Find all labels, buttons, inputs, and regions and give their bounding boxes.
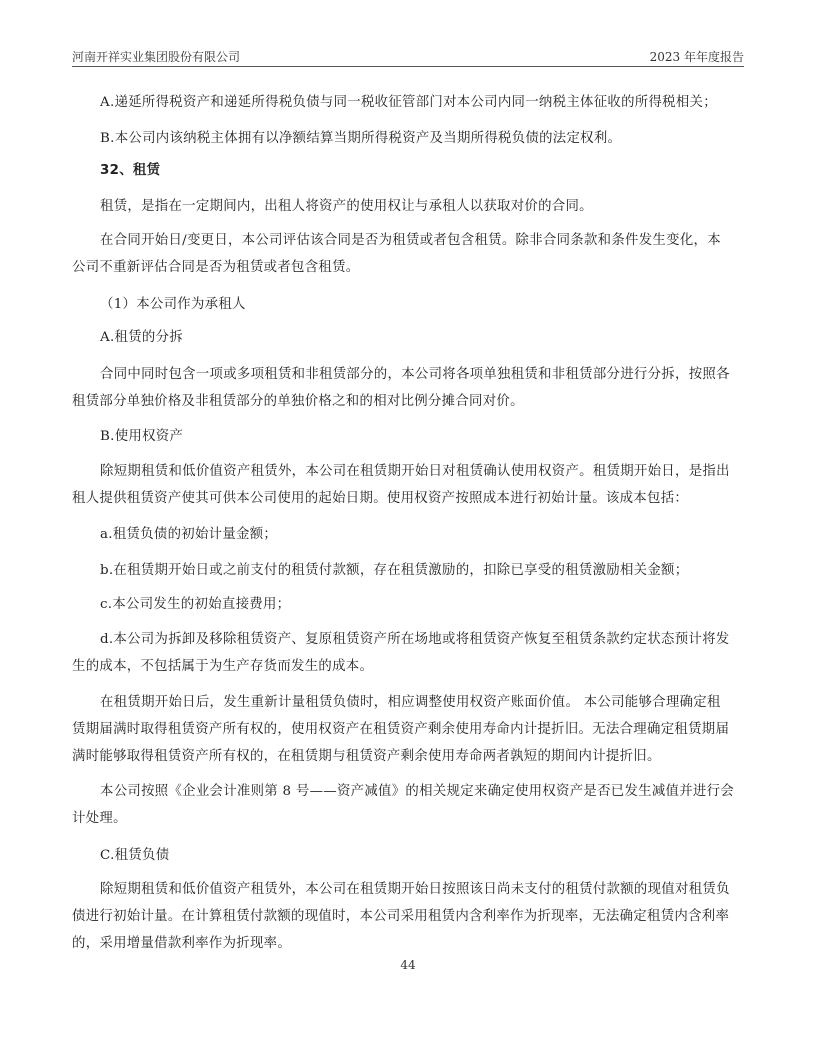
company-name: 河南开祥实业集团股份有限公司	[72, 50, 241, 64]
paragraph-line: 租赁部分单独价格及非租赁部分的单独价格之和的相对比例分摊合同对价。	[72, 394, 524, 409]
paragraph-line: 的，采用增量借款利率作为折现率。	[72, 936, 292, 951]
paragraph-line: 租赁，是指在一定期间内，出租人将资产的使用权让与承租人以获取对价的合同。	[100, 199, 593, 214]
subsection-heading: B.使用权资产	[100, 429, 184, 444]
paragraph-line: 在租赁期开始日后，发生重新计量租赁负债时，相应调整使用权资产账面价值。 本公司能够合理确定租	[100, 695, 721, 710]
subsection-heading: A.租赁的分拆	[100, 330, 183, 345]
paragraph-line: 除短期租赁和低价值资产租赁外，本公司在租赁期开始日对租赁确认使用权资产。租赁期开始日，是指出	[100, 464, 730, 479]
paragraph-line: 在合同开始日/变更日，本公司评估该合同是否为租赁或者包含租赁。除非合同条款和条件发生变化，本	[100, 233, 721, 248]
list-item: b.在租赁期开始日或之前支付的租赁付款额，存在租赁激励的，扣除已享受的租赁激励相关金额；	[100, 563, 689, 578]
header-divider	[72, 66, 744, 67]
paragraph-line: 债进行初始计量。在计算租赁付款额的现值时，本公司采用租赁内含利率作为折现率，无法确定租赁内含利率	[72, 909, 730, 924]
paragraph-line: 除短期租赁和低价值资产租赁外，本公司在租赁期开始日按照该日尚未支付的租赁付款额的现值对租赁负	[100, 882, 730, 897]
section-heading: 32、租赁	[100, 163, 161, 178]
page-header	[72, 46, 744, 66]
list-item: c.本公司发生的初始直接费用；	[100, 597, 291, 612]
paragraph-line: B.本公司内该纳税主体拥有以净额结算当期所得税资产及当期所得税负债的法定权利。	[100, 131, 622, 146]
subsection-heading: C.租赁负债	[100, 848, 170, 863]
paragraph-line: 赁期届满时取得租赁资产所有权的，使用权资产在租赁资产剩余使用寿命内计提折旧。无法合理确定租赁期届	[72, 722, 730, 737]
paragraph-line: 公司不重新评估合同是否为租赁或者包含租赁。	[72, 260, 360, 275]
paragraph-line: 生的成本，不包括属于为生产存货而发生的成本。	[72, 659, 374, 674]
paragraph-line: A.递延所得税资产和递延所得税负债与同一税收征管部门对本公司内同一纳税主体征收的所得税相关；	[100, 95, 717, 110]
list-item: a.租赁负债的初始计量金额；	[100, 527, 278, 542]
paragraph-line: 租人提供租赁资产使其可供本公司使用的起始日期。使用权资产按照成本进行初始计量。该成本包括：	[72, 491, 689, 506]
paragraph-line: 本公司按照《企业会计准则第 8 号——资产减值》的相关规定来确定使用权资产是否已发生减值并进行会	[100, 784, 735, 799]
list-item: d.本公司为拆卸及移除租赁资产、复原租赁资产所在场地或将租赁资产恢复至租赁条款约定状态预计将发	[100, 632, 730, 647]
report-title: 2023 年年度报告	[649, 50, 744, 64]
paragraph-line: 合同中同时包含一项或多项租赁和非租赁部分的，本公司将各项单独租赁和非租赁部分进行分拆，按照各	[100, 367, 730, 382]
paragraph-line: 满时能够取得租赁资产所有权的，在租赁期与租赁资产剩余使用寿命两者孰短的期间内计提折旧。	[72, 749, 661, 764]
paragraph-line: 计处理。	[72, 811, 127, 826]
page-number: 44	[400, 958, 416, 972]
subsection-heading: （1）本公司作为承租人	[100, 297, 246, 312]
